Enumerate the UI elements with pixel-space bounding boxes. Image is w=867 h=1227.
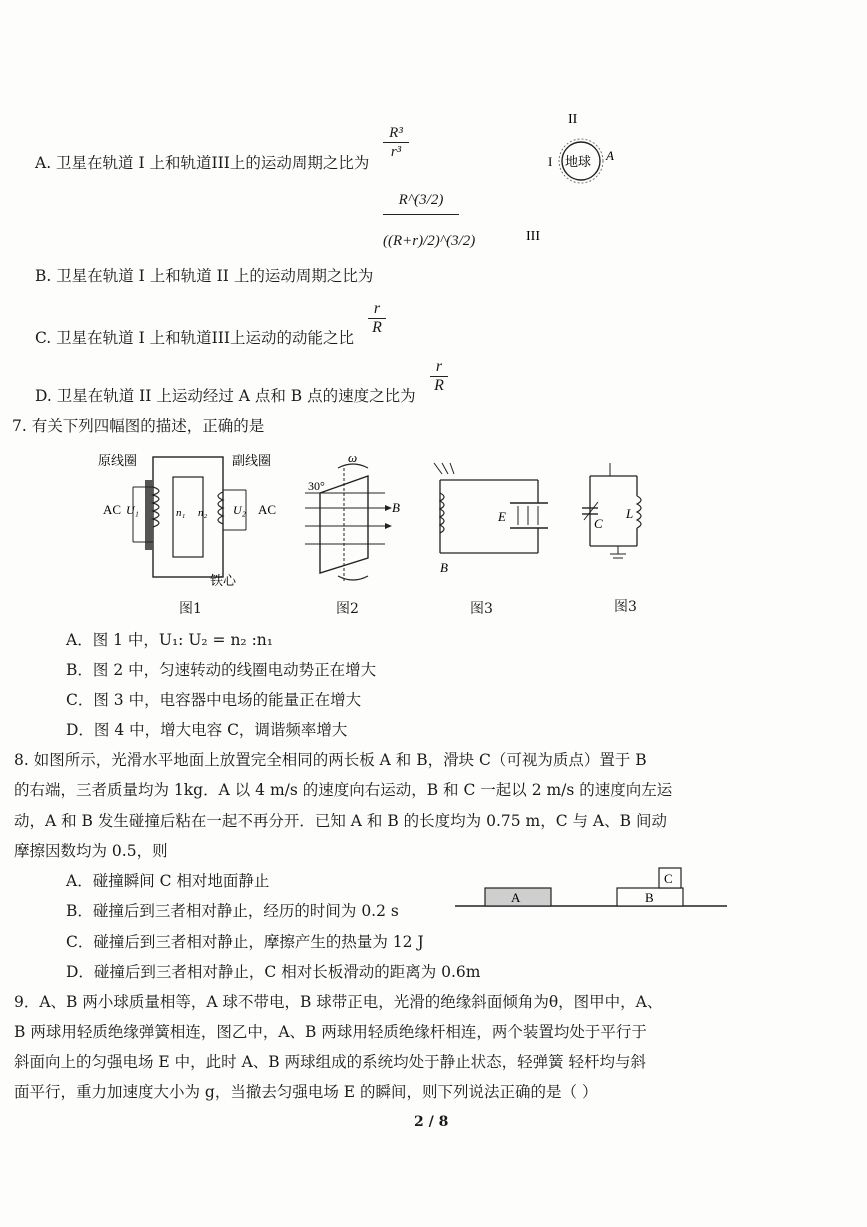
u2-label: U₂ bbox=[233, 503, 246, 517]
ac-left-label: AC bbox=[103, 502, 122, 517]
q6-option-b-fraction bbox=[383, 186, 476, 267]
q8-option-c: C．碰撞后到三者相对静止，摩擦产生的热量为 12 J bbox=[66, 933, 424, 951]
primary-coil-dark bbox=[145, 480, 153, 550]
q6-option-b-denominator: ((R+r)/2)^(3/2) bbox=[383, 214, 459, 267]
q8-option-b: B．碰撞后到三者相对静止，经历的时间为 0.2 s bbox=[66, 902, 399, 920]
primary-coil-label: 原线圈 bbox=[98, 453, 138, 468]
fig4-l-label: L bbox=[626, 506, 634, 521]
q6-option-a-fraction bbox=[383, 124, 409, 161]
q7-option-a: A．图 1 中，U₁: U₂ = n₂ :n₁ bbox=[66, 631, 273, 649]
q6-option-d-fraction bbox=[430, 358, 448, 395]
q9-stem-line-3: 斜面向上的匀强电场 E 中，此时 A、B 两球组成的系统均处于静止状态，轻弹簧 轻杆均与斜 bbox=[14, 1053, 647, 1071]
fig3-b-label: B bbox=[440, 560, 448, 575]
q8-figure bbox=[455, 862, 730, 912]
q8-option-d: D．碰撞后到三者相对静止，C 相对长板滑动的距离为 0.6m bbox=[66, 963, 481, 981]
q7-caption-4: 图3 bbox=[614, 599, 637, 615]
board-b-label: B bbox=[645, 890, 654, 905]
q8-stem-line-2: 的右端，三者质量均为 1kg．A 以 4 m/s 的速度向右运动，B 和 C 一起以 2 m/s 的速度向左运 bbox=[14, 781, 673, 799]
q7-option-b: B．图 2 中，匀速转动的线圈电动势正在增大 bbox=[66, 661, 377, 679]
iron-core-label: 铁心 bbox=[210, 573, 237, 588]
orbit-label-i: I bbox=[548, 154, 553, 169]
q9-stem-line-4: 面平行，重力加速度大小为 g，当撤去匀强电场 E 的瞬间，则下列说法正确的是（ ） bbox=[14, 1083, 598, 1101]
q6-option-b-numerator: R^(3/2) bbox=[398, 192, 444, 208]
fig4-c-label: C bbox=[594, 516, 603, 531]
q9-stem-line-2: B 两球用轻质绝缘弹簧相连，图乙中，A、B 两球用轻质绝缘杆相连，两个装置均处于平行于 bbox=[14, 1023, 647, 1041]
q9-stem-line-1: 9．A、B 两小球质量相等，A 球不带电，B 球带正电，光滑的绝缘斜面倾角为θ，图甲中，A、 bbox=[14, 993, 663, 1011]
q7-caption-3: 图3 bbox=[470, 601, 493, 617]
ac-right-label: AC bbox=[258, 502, 277, 517]
field-b-label: B bbox=[392, 500, 400, 515]
page-number: 2 / 8 bbox=[414, 1114, 449, 1130]
earth-label: 地球 bbox=[565, 154, 592, 169]
fig4-inductor bbox=[637, 496, 641, 528]
q6-option-c-fraction bbox=[368, 300, 386, 337]
q6-option-d-denominator: R bbox=[430, 376, 448, 395]
q7-figure-2-rotating-coil bbox=[300, 448, 410, 588]
q8-option-a: A．碰撞瞬间 C 相对地面静止 bbox=[66, 872, 270, 890]
q6-option-a-denominator: r³ bbox=[383, 142, 409, 161]
angle-label: 30° bbox=[308, 479, 325, 493]
q8-stem-line-3: 动，A 和 B 发生碰撞后粘在一起不再分开．已知 A 和 B 的长度均为 0.75 m，C 与 A、B 间动 bbox=[14, 812, 667, 830]
q6-option-d: D. 卫星在轨道 II 上运动经过 A 点和 B 点的速度之比为 bbox=[35, 387, 416, 405]
q8-stem-line-4: 摩擦因数均为 0.5，则 bbox=[14, 842, 168, 860]
q6-option-c: C. 卫星在轨道 I 上和轨道III上运动的动能之比 bbox=[35, 329, 355, 347]
rotation-arrow-bottom bbox=[338, 576, 368, 580]
q7-caption-2: 图2 bbox=[336, 601, 359, 617]
board-a-label: A bbox=[511, 890, 521, 905]
u1-label: U₁ bbox=[126, 503, 139, 517]
q7-caption-1: 图1 bbox=[179, 601, 202, 617]
block-c-label: C bbox=[664, 871, 673, 886]
orbit-label-iii: III bbox=[526, 229, 540, 244]
q7-option-d: D．图 4 中，增大电容 C，调谐频率增大 bbox=[66, 721, 348, 739]
q7-figure-3-lc-circuit bbox=[428, 458, 558, 578]
q6-option-a: A. 卫星在轨道 I 上和轨道III上的运动周期之比为 bbox=[35, 154, 370, 172]
q7-option-c: C．图 3 中，电容器中电场的能量正在增大 bbox=[66, 691, 362, 709]
omega-label: ω bbox=[348, 450, 358, 465]
q6-option-b: B. 卫星在轨道 I 上和轨道 II 上的运动周期之比为 bbox=[35, 267, 374, 285]
q6-orbit-figure bbox=[526, 108, 630, 248]
q7-stem: 7. 有关下列四幅图的描述，正确的是 bbox=[12, 417, 265, 435]
q7-figure-4-tuning-circuit bbox=[582, 458, 652, 568]
secondary-coil-label: 副线圈 bbox=[232, 453, 272, 468]
q6-option-a-numerator: R³ bbox=[389, 125, 403, 141]
q6-option-c-numerator: r bbox=[373, 300, 381, 317]
q6-option-d-numerator: r bbox=[435, 358, 443, 375]
primary-coil bbox=[153, 487, 159, 527]
q7-figure-1-transformer bbox=[98, 452, 298, 592]
orbit-label-ii: II bbox=[568, 112, 578, 127]
secondary-coil bbox=[218, 492, 223, 524]
fig3-e-label: E bbox=[498, 509, 506, 524]
q8-stem-line-1: 8. 如图所示，光滑水平地面上放置完全相同的两长板 A 和 B，滑块 C（可视为质点）置于 B bbox=[14, 751, 647, 769]
n2-label: n₂ bbox=[198, 507, 208, 519]
q6-option-c-denominator: R bbox=[368, 318, 386, 337]
point-a-label: A bbox=[606, 148, 614, 163]
n1-label: n₁ bbox=[176, 507, 186, 519]
iron-core-outer bbox=[153, 457, 223, 577]
rotation-arrow-top bbox=[338, 464, 368, 468]
